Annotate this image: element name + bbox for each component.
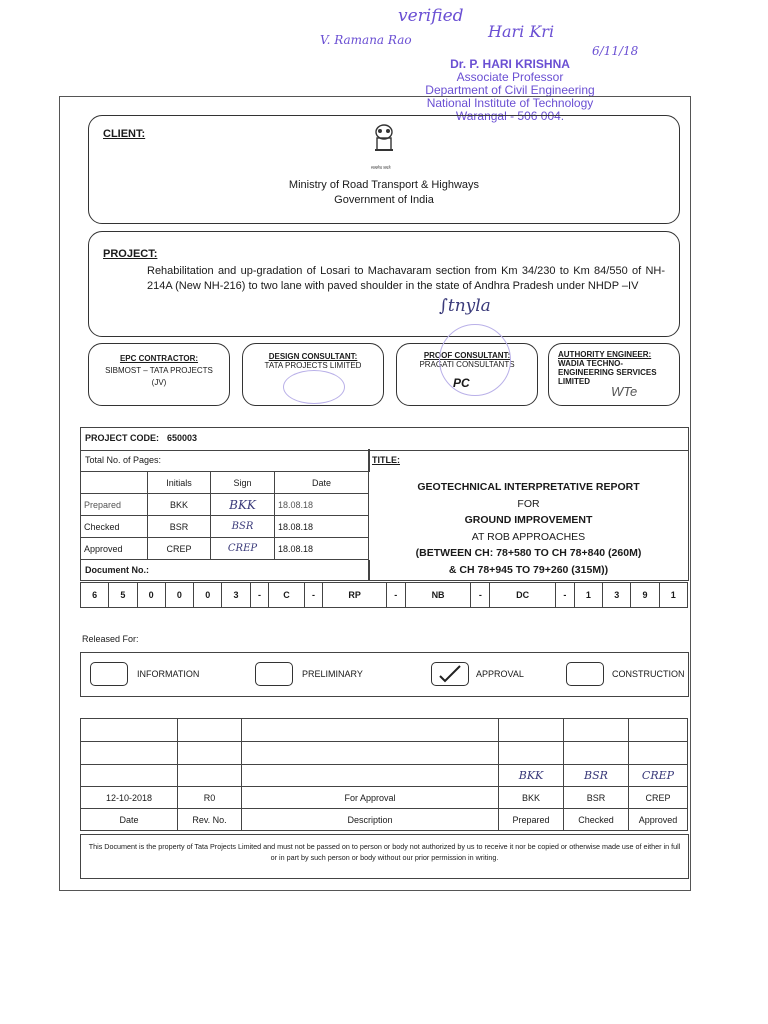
total-pages-row [80,449,370,472]
stamp-name: Dr. P. HARI KRISHNA [450,57,570,71]
description-column-header: Description [242,809,499,831]
revision-prepared-signature: BKK [499,765,564,787]
total-pages-label: Total No. of Pages: [85,455,162,465]
checked-row [81,516,369,538]
sign-header: Sign [211,472,275,494]
proof-logo-icon: PC [453,376,470,390]
approved-column-header: Approved [629,809,688,831]
doc-no-label: Document No.: [85,565,149,575]
doc-no-cell: C [269,583,304,608]
proof-stamp-icon [439,324,511,396]
doc-no-label-row [80,560,370,581]
authority-box [548,343,680,406]
authority-label: AUTHORITY ENGINEER: [558,350,652,359]
revision-blank-row [81,719,688,742]
signoff-header-row [81,472,369,494]
title-line6: & CH 78+945 TO 79+260 (315M)) [448,563,609,576]
client-name [89,178,679,208]
authority-name3: LIMITED [558,377,590,386]
doc-no-cell: 6 [81,583,109,608]
footer-note: This Document is the property of Tata Projects Limited and must not be passed on to person or body not authorized by us to receive it nor be copied or otherwise made use of either in full or in part by such person or body without our prior permission in writing. [88,842,681,862]
construction-label: CONSTRUCTION [612,669,685,679]
revision-description: For Approval [242,787,499,809]
title-line4: AT ROB APPROACHES [471,530,586,543]
project-label: PROJECT: [103,248,158,260]
client-box [88,115,680,224]
stamp-city: Warangal - 506 004. [455,109,565,123]
checkmark-icon [432,663,468,685]
prepared-role: Prepared [81,494,148,516]
construction-checkbox[interactable] [566,662,604,686]
verification-date: 6/11/18 [592,44,639,58]
epc-box [88,343,230,406]
revision-prepared: BKK [499,787,564,809]
doc-no-cell: RP [323,583,387,608]
revision-header-row [81,809,688,831]
doc-no-cell: - [556,583,575,608]
doc-no-strip [80,582,688,608]
footer-box [80,834,689,879]
epc-name2: (JV) [151,378,167,387]
checked-date: 18.08.18 [275,516,369,538]
authority-logo: WTe [611,384,638,399]
doc-no-cell: 3 [222,583,250,608]
proof-name: PRAGATI CONSULTANTS [419,360,515,369]
stamp-dept: Department of Civil Engineering [425,83,595,97]
released-for-label: Released For: [82,634,139,644]
approved-row [81,538,369,560]
epc-name1: SIBMOST – TATA PROJECTS [105,366,213,375]
doc-no-cell: - [386,583,405,608]
verified-note: verified [398,6,464,26]
doc-no-cell: 0 [137,583,165,608]
revision-approved: CREP [629,787,688,809]
design-label: DESIGN CONSULTANT: [268,352,358,361]
approved-date: 18.08.18 [275,538,369,560]
authority-name1: WADIA TECHNO- [558,359,624,368]
prepared-initials: BKK [148,494,211,516]
doc-no-cell: DC [490,583,556,608]
revision-table [80,718,688,831]
client-line2: Government of India [334,194,434,206]
revision-row [81,787,688,809]
revision-date: 12-10-2018 [81,787,178,809]
design-box [242,343,384,406]
approved-role: Approved [81,538,148,560]
title-label: TITLE: [372,455,400,465]
epc-label: EPC CONTRACTOR: [119,354,199,363]
project-description: Rehabilitation and up-gradation of Losari to Machavaram section from Km 34/230 to Km 84/550 of NH-214A (New NH-216) to two lane with paved shoulder in the state of Andhra Pradesh under NHDP –IV [147,265,665,292]
revision-blank-row [81,742,688,765]
client-label: CLIENT: [103,128,146,140]
title-line2: FOR [517,497,540,510]
doc-no-cell: 9 [631,583,659,608]
doc-no-cell: 0 [165,583,193,608]
prepared-column-header: Prepared [499,809,564,831]
verifier-signature: Hari Kri [488,22,555,41]
title-line3: GROUND IMPROVEMENT [464,514,593,526]
doc-no-cell: - [471,583,490,608]
doc-no-cell: - [304,583,323,608]
information-label: INFORMATION [137,669,200,679]
doc-no-row [81,583,688,608]
project-code-row [80,427,689,451]
checked-role: Checked [81,516,148,538]
title-text [369,479,688,578]
doc-no-cell: - [250,583,269,608]
title-line5: (BETWEEN CH: 78+580 TO CH 78+840 (260M) [415,547,642,559]
revision-blank-row [81,765,688,787]
proof-box [396,343,538,406]
date-header: Date [275,472,369,494]
revision-checked: BSR [564,787,629,809]
title-box [368,449,689,581]
project-code-value: 650003 [167,433,198,443]
approval-checkbox[interactable] [431,662,469,686]
prepared-row [81,494,369,516]
prepared-date: 18.08.18 [275,494,369,516]
information-checkbox[interactable] [90,662,128,686]
doc-no-cell: 3 [603,583,631,608]
approved-sign: CREP [211,538,275,560]
approval-label: APPROVAL [476,669,524,679]
project-signature: ∫tnyla [439,296,491,316]
doc-no-cell: NB [405,583,471,608]
rev-column-header: Rev. No. [178,809,242,831]
emblem-caption: सत्यमेव जयते [371,165,391,170]
initials-header: Initials [148,472,211,494]
client-line1: Ministry of Road Transport & Highways [288,179,480,191]
stamp-title: Associate Professor [456,70,564,84]
doc-no-cell: 1 [659,583,687,608]
signoff-table [80,471,369,560]
preliminary-checkbox[interactable] [255,662,293,686]
project-code-label: PROJECT CODE: [85,433,160,443]
date-column-header: Date [81,809,178,831]
doc-no-cell: 0 [194,583,222,608]
emblem-icon [366,122,402,162]
checked-column-header: Checked [564,809,629,831]
revision-approved-signature: CREP [629,765,688,787]
stamp-institute: National Institute of Technology [426,96,594,110]
revision-checked-signature: BSR [564,765,629,787]
checked-sign: BSR [211,516,275,538]
revision-number: R0 [178,787,242,809]
doc-no-cell: 5 [109,583,137,608]
prepared-sign: BKK [211,494,275,516]
doc-no-cell: 1 [574,583,602,608]
checked-initials: BSR [148,516,211,538]
design-stamp-icon [283,370,345,404]
approved-initials: CREP [148,538,211,560]
design-name: TATA PROJECTS LIMITED [264,361,362,370]
verifier-handwriting: V. Ramana Rao [320,33,412,47]
title-line1: GEOTECHNICAL INTERPRETATIVE REPORT [417,481,640,493]
preliminary-label: PRELIMINARY [302,669,363,679]
authority-name2: ENGINEERING SERVICES [558,368,657,377]
project-box [88,231,680,337]
proof-label: PROOF CONSULTANT: [423,351,511,360]
